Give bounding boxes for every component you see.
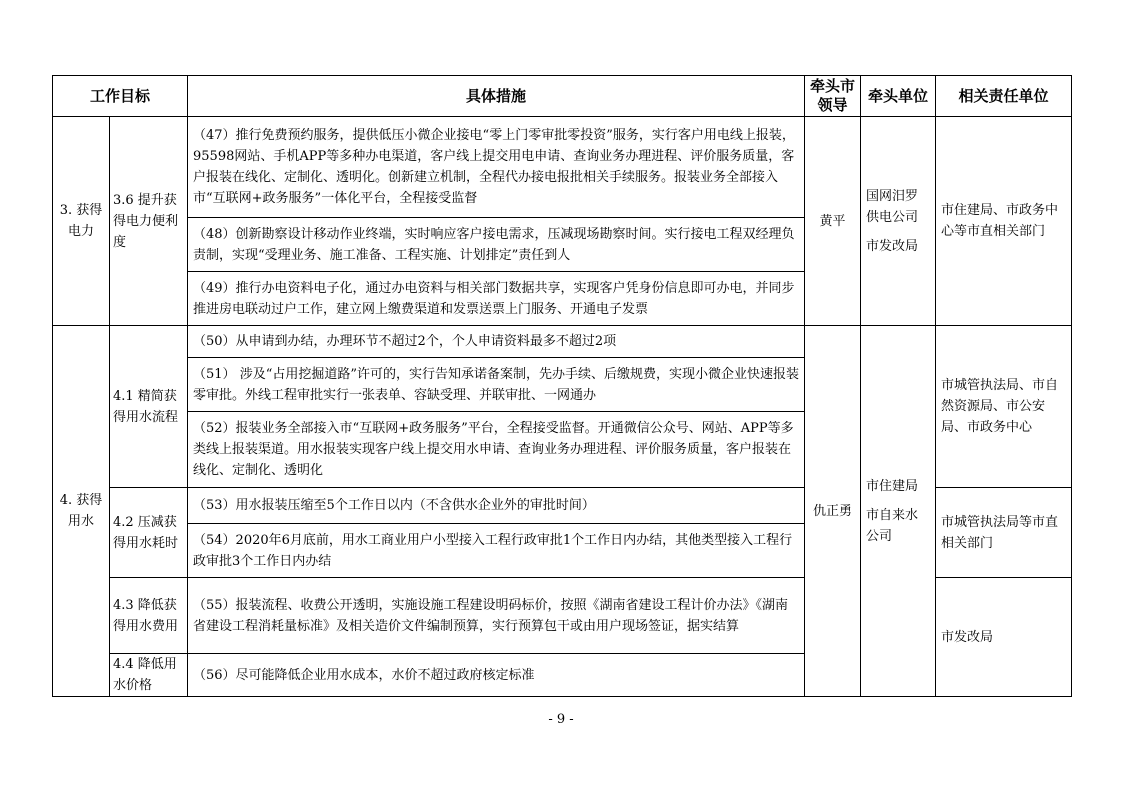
- lead-unit-cell: [861, 117, 936, 326]
- table-row: [53, 326, 1072, 358]
- page-number: - 9 -: [548, 712, 574, 727]
- header-measures: 具体措施: [188, 76, 805, 117]
- measure-cell: （51） 涉及“占用挖掘道路”许可的，实行告知承诺备案制，先办手续、后缴规费，实现小微企业快速报装零审批。外线工程审批实行一张表单、容缺受理、并联审批、一网通办: [188, 358, 805, 412]
- lead-unit-cell: [861, 326, 936, 697]
- leader-cell: 黄平: [805, 117, 861, 326]
- lead-unit: 市发改局: [866, 238, 919, 254]
- header-related: 相关责任单位: [936, 76, 1072, 117]
- lead-unit: 市自来水公司: [866, 507, 919, 544]
- measure-cell: （54）2020年6月底前，用水工商业用户小型接入工程行政审批1个工作日内办结，其他类型接入工程行政审批3个工作日内办结: [188, 524, 805, 578]
- table-row: [53, 117, 1072, 218]
- measure-cell: （47）推行免费预约服务，提供低压小微企业接电“零上门零审批零投资”服务，实行客户用电线上报装，95598网站、手机APP等多种办电渠道，客户线上提交用电申请、查询业务办理进程、评价服务质量，客户报装在线化、定制化、透明化。创新建立机制，全程代办接电报批相关手续服务。报装业务全部接入市“互联网+政务服务”一体化平台，全程接受监督: [188, 117, 805, 218]
- lead-unit: 国网汨罗供电公司: [866, 188, 919, 225]
- related-cell: 市城管执法局等市直相关部门: [936, 488, 1072, 578]
- related-cell: 市城管执法局、市自然资源局、市公安局、市政务中心: [936, 326, 1072, 488]
- related-cell: 市发改局: [936, 578, 1072, 697]
- measure-cell: （56）尽可能降低企业用水成本，水价不超过政府核定标准: [188, 654, 805, 697]
- measure-cell: （50）从申请到办结，办理环节不超过2个，个人申请资料最多不超过2项: [188, 326, 805, 358]
- subgoal-cell: 4.1 精简获得用水流程: [110, 326, 188, 488]
- measures-table: [52, 75, 1072, 697]
- leader-cell: 仇正勇: [805, 326, 861, 697]
- table-header-row: [53, 76, 1072, 117]
- goal-cell: 3. 获得电力: [53, 117, 110, 326]
- subgoal-cell: 3.6 提升获得电力便利度: [110, 117, 188, 326]
- related-cell: 市住建局、市政务中心等市直相关部门: [936, 117, 1072, 326]
- measure-cell: （48）创新勘察设计移动作业终端，实时响应客户接电需求，压减现场勘察时间。实行接电工程双经理负责制，实现“受理业务、施工准备、工程实施、计划排定”责任到人: [188, 218, 805, 272]
- measure-cell: （55）报装流程、收费公开透明，实施设施工程建设明码标价，按照《湖南省建设工程计价办法》《湖南省建设工程消耗量标准》及相关造价文件编制预算，实行预算包干或由用户现场签证，据实结算: [188, 578, 805, 654]
- lead-unit: 市住建局: [866, 478, 919, 494]
- goal-cell: 4. 获得用水: [53, 326, 110, 697]
- subgoal-cell: 4.2 压减获得用水耗时: [110, 488, 188, 578]
- subgoal-cell: 4.3 降低获得用水费用: [110, 578, 188, 654]
- header-leader: 牵头市领导: [805, 76, 861, 117]
- measure-cell: （49）推行办电资料电子化，通过办电资料与相关部门数据共享，实现客户凭身份信息即可办电，并同步推进房电联动过户工作，建立网上缴费渠道和发票送票上门服务、开通电子发票: [188, 272, 805, 326]
- measure-cell: （53）用水报装压缩至5个工作日以内（不含供水企业外的审批时间）: [188, 488, 805, 524]
- header-goal: 工作目标: [53, 76, 188, 117]
- measure-cell: （52）报装业务全部接入市“互联网+政务服务”平台，全程接受监督。开通微信公众号、网站、APP等多类线上报装渠道。用水报装实现客户线上提交用水申请、查询业务办理进程、评价服务质量，客户报装在线化、定制化、透明化: [188, 412, 805, 488]
- subgoal-cell: 4.4 降低用水价格: [110, 654, 188, 697]
- header-lead-unit: 牵头单位: [861, 76, 936, 117]
